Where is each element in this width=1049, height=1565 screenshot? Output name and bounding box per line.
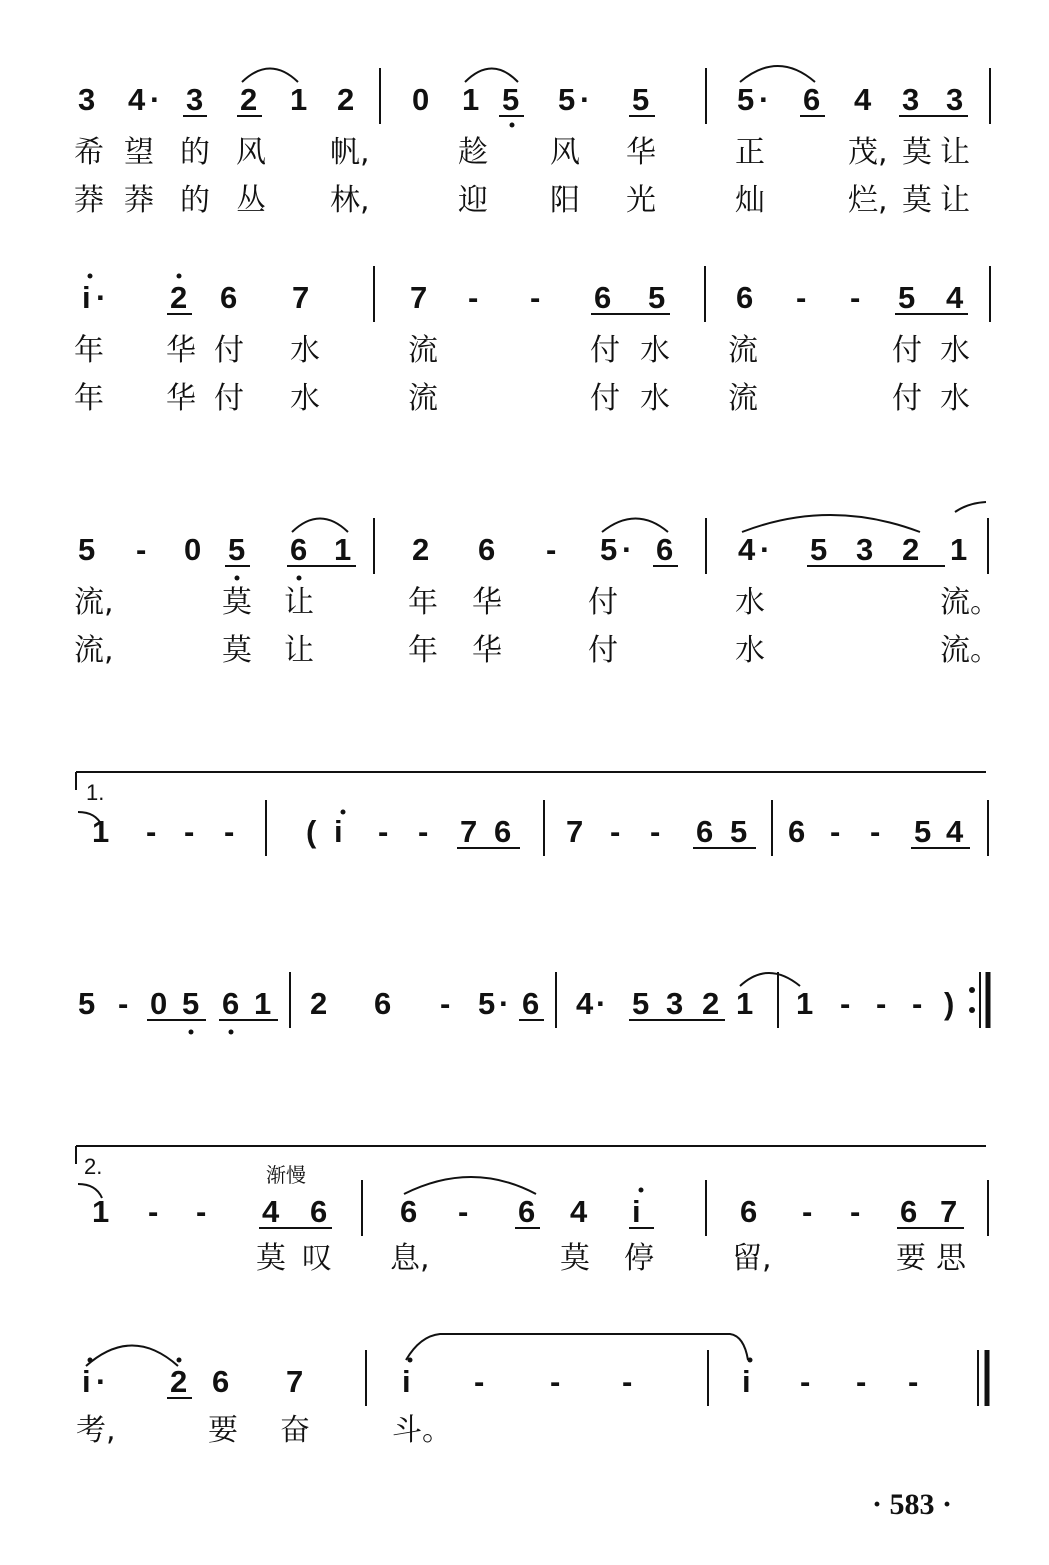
note: i	[82, 1364, 91, 1399]
note: 6	[900, 1194, 918, 1229]
note: -	[440, 986, 451, 1021]
lyric: 趁	[458, 135, 488, 170]
lyric: 莽	[74, 183, 104, 218]
note: 1	[92, 814, 110, 849]
note: -	[840, 986, 851, 1021]
note: 2	[337, 82, 355, 117]
note: 5	[228, 532, 246, 567]
lyric: 水	[940, 381, 970, 416]
lyric: 莫	[256, 1241, 286, 1276]
lyric: 奋	[280, 1413, 310, 1448]
note: 1	[736, 986, 754, 1021]
note: 6	[220, 280, 238, 315]
lyric: 莽	[124, 183, 154, 218]
note: ·	[622, 532, 633, 567]
note: 0	[412, 82, 430, 117]
note: 4	[128, 82, 146, 117]
note: 7	[566, 814, 584, 849]
note: 7	[410, 280, 428, 315]
note: 0	[150, 986, 168, 1021]
lyric: 考,	[76, 1413, 116, 1448]
note: -	[876, 986, 887, 1021]
note: 5	[632, 986, 650, 1021]
note: 7	[286, 1364, 304, 1399]
lyric: 水	[735, 585, 765, 620]
note: i	[632, 1194, 641, 1229]
note: -	[136, 532, 147, 567]
note: -	[458, 1194, 469, 1229]
note: -	[912, 986, 923, 1021]
note: -	[800, 1364, 811, 1399]
lyric: 要	[896, 1241, 926, 1276]
note: 7	[460, 814, 478, 849]
note: -	[196, 1194, 207, 1229]
system-4	[76, 772, 988, 856]
lyric: 帆,	[330, 135, 370, 170]
lyric: 华	[166, 381, 196, 416]
note: 5	[78, 986, 96, 1021]
note: ·	[759, 82, 770, 117]
note: 5	[898, 280, 916, 315]
lyric: 斗。	[392, 1413, 452, 1448]
lyric: 华	[166, 333, 196, 368]
note: i	[334, 814, 343, 849]
note: -	[550, 1364, 561, 1399]
lyric: 望	[124, 135, 154, 170]
note: 6	[736, 280, 754, 315]
note: 7	[940, 1194, 958, 1229]
lyric: 流	[728, 381, 758, 416]
lyric: 付	[214, 333, 244, 368]
note: 1	[334, 532, 352, 567]
note: -	[622, 1364, 633, 1399]
note: 6	[310, 1194, 328, 1229]
note: 3	[946, 82, 964, 117]
system-7	[76, 1334, 987, 1448]
note: -	[146, 814, 157, 849]
note: ·	[760, 532, 771, 567]
lyric: 付	[588, 633, 618, 668]
lyric: 风	[236, 135, 266, 170]
lyric: 水	[735, 633, 765, 668]
lyric: 水	[640, 333, 670, 368]
note: 6	[478, 532, 496, 567]
note: 6	[788, 814, 806, 849]
lyric: 水	[640, 381, 670, 416]
lyric: 光	[626, 183, 656, 218]
note: 6	[803, 82, 821, 117]
note: -	[802, 1194, 813, 1229]
note: 5	[730, 814, 748, 849]
note: -	[148, 1194, 159, 1229]
note: 1	[796, 986, 814, 1021]
note: 2	[240, 82, 258, 117]
note: 5	[632, 82, 650, 117]
note: 1	[290, 82, 308, 117]
note: 6	[522, 986, 540, 1021]
note: -	[856, 1364, 867, 1399]
note: 1	[254, 986, 272, 1021]
lyric: 流	[408, 381, 438, 416]
volta-1-label: 1.	[86, 780, 105, 805]
lyric: 让	[940, 135, 970, 170]
note: 4	[946, 280, 964, 315]
note: ·	[96, 280, 107, 315]
note: i	[742, 1364, 751, 1399]
volta-2-label: 2.	[84, 1154, 103, 1179]
lyric: 付	[590, 381, 620, 416]
note: ·	[596, 986, 607, 1021]
lyric: 让	[940, 183, 970, 218]
lyric: 莫	[902, 183, 932, 218]
note: )	[944, 986, 955, 1021]
note: 4	[576, 986, 594, 1021]
lyric: 要	[208, 1413, 238, 1448]
note: -	[378, 814, 389, 849]
note: 6	[656, 532, 674, 567]
lyric: 风	[550, 135, 580, 170]
note: 6	[374, 986, 392, 1021]
lyric: 的	[180, 135, 210, 170]
note: 3	[78, 82, 96, 117]
note: 2	[170, 280, 188, 315]
system-6	[76, 1146, 988, 1276]
note: 4	[854, 82, 872, 117]
note: 6	[494, 814, 512, 849]
lyric: 付	[214, 381, 244, 416]
note: 5	[810, 532, 828, 567]
lyric: 年	[74, 333, 104, 368]
note: 6	[740, 1194, 758, 1229]
note: ·	[150, 82, 161, 117]
lyric: 莫	[902, 135, 932, 170]
lyric: 的	[180, 183, 210, 218]
lyric: 流	[728, 333, 758, 368]
note: -	[546, 532, 557, 567]
lyric: 让	[284, 585, 314, 620]
note: -	[418, 814, 429, 849]
lyric: 华	[472, 585, 502, 620]
note: -	[468, 280, 479, 315]
note: i	[82, 280, 91, 315]
note: i	[402, 1364, 411, 1399]
lyric: 让	[284, 633, 314, 668]
note: 5	[648, 280, 666, 315]
lyric: 希	[74, 135, 104, 170]
tempo-marking: 渐慢	[266, 1163, 306, 1187]
lyric: 丛	[236, 183, 266, 218]
lyric: 华	[626, 135, 656, 170]
note: 5	[600, 532, 618, 567]
system-5	[78, 972, 988, 1035]
note: -	[796, 280, 807, 315]
note: (	[306, 814, 317, 849]
note: 0	[184, 532, 202, 567]
note: 2	[170, 1364, 188, 1399]
lyric: 年	[408, 633, 438, 668]
lyric: 年	[74, 381, 104, 416]
note: 4	[570, 1194, 588, 1229]
lyric: 迎	[458, 183, 488, 218]
note: 5	[737, 82, 755, 117]
note: 2	[310, 986, 328, 1021]
note: 6	[594, 280, 612, 315]
note: 2	[902, 532, 920, 567]
lyric: 流。	[940, 585, 1000, 620]
note: -	[184, 814, 195, 849]
lyric: 付	[892, 381, 922, 416]
note: -	[224, 814, 235, 849]
lyric: 付	[892, 333, 922, 368]
lyric: 付	[590, 333, 620, 368]
lyric: 莫	[222, 633, 252, 668]
note: 5	[478, 986, 496, 1021]
note: 4	[262, 1194, 280, 1229]
lyric: 阳	[550, 183, 580, 218]
lyric: 流	[408, 333, 438, 368]
page-number: · 583 ·	[872, 1488, 953, 1521]
lyric: 水	[290, 333, 320, 368]
system-2	[74, 266, 990, 416]
note: ·	[580, 82, 591, 117]
lyric: 茂,	[848, 135, 888, 170]
note: 6	[212, 1364, 230, 1399]
note: 3	[902, 82, 920, 117]
note: -	[850, 1194, 861, 1229]
lyric: 流,	[74, 585, 114, 620]
lyric: 年	[408, 585, 438, 620]
lyric: 叹	[302, 1241, 332, 1276]
note: 6	[400, 1194, 418, 1229]
system-1	[74, 66, 990, 218]
note: -	[610, 814, 621, 849]
note: -	[530, 280, 541, 315]
note: 4	[946, 814, 964, 849]
note: 5	[914, 814, 932, 849]
lyric: 停	[624, 1241, 654, 1276]
note: -	[830, 814, 841, 849]
note: 6	[222, 986, 240, 1021]
note: 2	[412, 532, 430, 567]
lyric: 林,	[330, 183, 370, 218]
note: 3	[856, 532, 874, 567]
lyric: 息,	[390, 1241, 430, 1276]
note: -	[908, 1364, 919, 1399]
note: -	[850, 280, 861, 315]
note: -	[118, 986, 129, 1021]
lyric: 华	[472, 633, 502, 668]
lyric: 留,	[732, 1241, 772, 1276]
lyric: 正	[735, 135, 765, 170]
note: 6	[290, 532, 308, 567]
note: 6	[518, 1194, 536, 1229]
lyric: 莫	[222, 585, 252, 620]
note: 5	[502, 82, 520, 117]
lyric: 烂,	[848, 183, 888, 218]
note: -	[870, 814, 881, 849]
lyric: 莫	[560, 1241, 590, 1276]
note: 1	[462, 82, 480, 117]
note: 6	[696, 814, 714, 849]
note: ·	[96, 1364, 107, 1399]
lyric: 思	[936, 1241, 966, 1276]
lyric: 水	[940, 333, 970, 368]
system-3	[74, 502, 1000, 668]
note: 3	[186, 82, 204, 117]
lyric: 灿	[735, 183, 765, 218]
note: 7	[292, 280, 310, 315]
lyric: 流,	[74, 633, 114, 668]
note: 3	[666, 986, 684, 1021]
lyric: 水	[290, 381, 320, 416]
note: 2	[702, 986, 720, 1021]
note: 5	[78, 532, 96, 567]
lyric: 流。	[940, 633, 1000, 668]
note: 5	[182, 986, 200, 1021]
note: -	[650, 814, 661, 849]
note: 1	[950, 532, 968, 567]
note: -	[474, 1364, 485, 1399]
lyric: 付	[588, 585, 618, 620]
note: 1	[92, 1194, 110, 1229]
note: 5	[558, 82, 576, 117]
note: 4	[738, 532, 756, 567]
note: ·	[499, 986, 510, 1021]
